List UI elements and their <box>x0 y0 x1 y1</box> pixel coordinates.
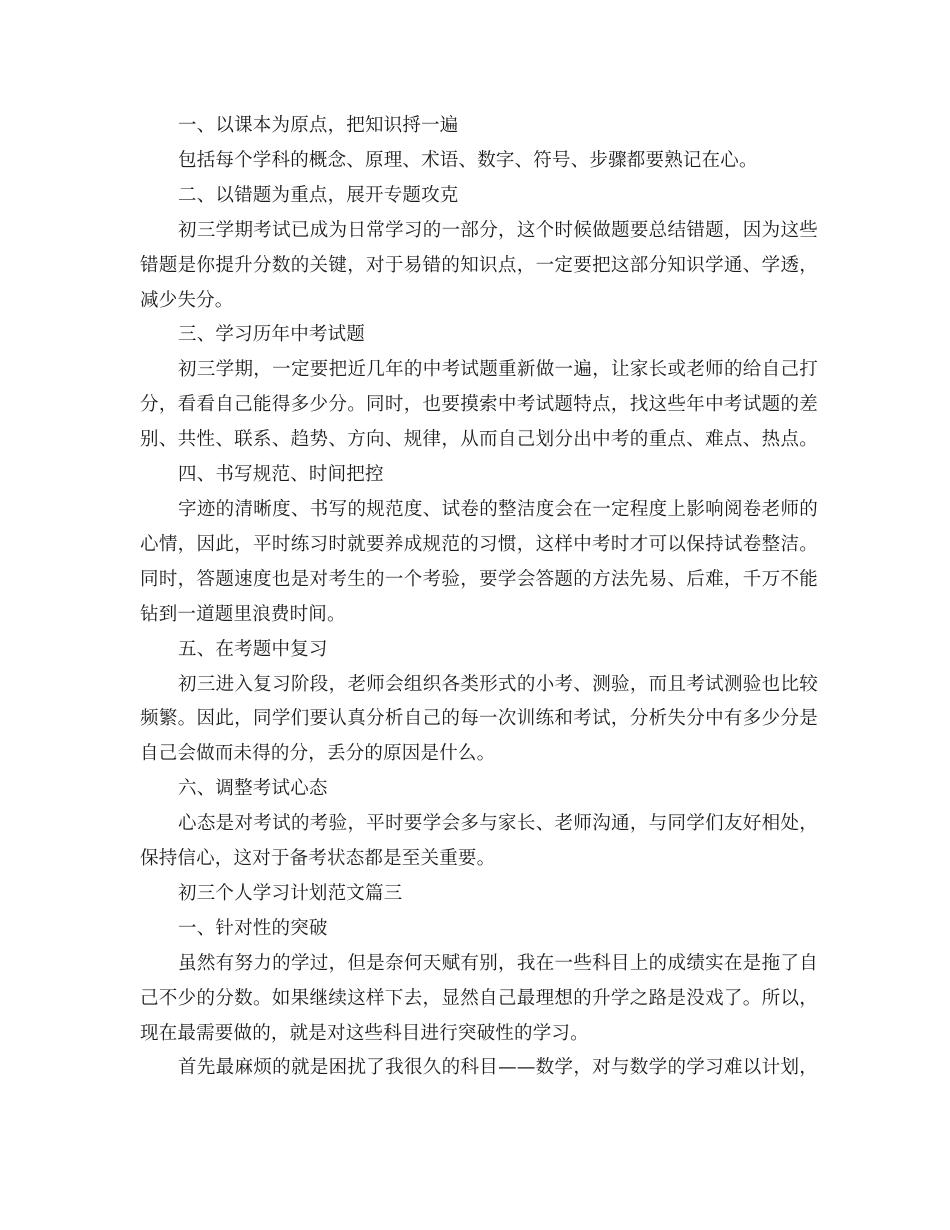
text-line: 减少失分。 <box>140 289 234 311</box>
text-line: 频繁。因此，同学们要认真分析自己的每一次训练和考试，分析失分中有多少分是 <box>140 708 818 730</box>
text-line: 六、调整考试心态 <box>178 778 328 800</box>
text-line: 虽然有努力的学过，但是奈何天赋有别，我在一些科目上的成绩实在是拖了自 <box>178 952 818 974</box>
text-line: 初三学期，一定要把近几年的中考试题重新做一遍，让家长或老师的给自己打 <box>178 359 818 381</box>
text-line: 钻到一道题里浪费时间。 <box>140 603 346 625</box>
text-line: 初三进入复习阶段，老师会组织各类形式的小考、测验，而且考试测验也比较 <box>178 673 818 695</box>
text-line: 三、学习历年中考试题 <box>178 324 366 346</box>
text-line: 心情，因此，平时练习时就要养成规范的习惯，这样中考时才可以保持试卷整洁。 <box>140 533 818 555</box>
text-line: 别、共性、联系、趋势、方向、规律，从而自己划分出中考的重点、难点、热点。 <box>140 429 818 451</box>
text-line: 四、书写规范、时间把控 <box>178 464 384 486</box>
text-line: 包括每个学科的概念、原理、术语、数字、符号、步骤都要熟记在心。 <box>178 149 758 171</box>
text-line: 现在最需要做的，就是对这些科目进行突破性的学习。 <box>140 1022 589 1044</box>
text-line: 分，看看自己能得多少分。同时，也要摸索中考试题特点，找这些年中考试题的差 <box>140 394 818 416</box>
text-line: 心态是对考试的考验，平时要学会多与家长、老师沟通，与同学们友好相处， <box>178 813 818 835</box>
text-line: 初三学期考试已成为日常学习的一部分，这个时候做题要总结错题，因为这些 <box>178 219 818 241</box>
text-line: 同时，答题速度也是对考生的一个考验，要学会答题的方法先易、后难，千万不能 <box>140 568 818 590</box>
text-line: 错题是你提升分数的关键，对于易错的知识点，一定要把这部分知识学通、学透， <box>140 254 818 276</box>
text-line: 一、针对性的突破 <box>178 917 328 939</box>
text-line: 保持信心，这对于备考状态都是至关重要。 <box>140 848 496 870</box>
text-line: 二、以错题为重点，展开专题攻克 <box>178 184 459 206</box>
text-line: 字迹的清晰度、书写的规范度、试卷的整洁度会在一定程度上影响阅卷老师的 <box>178 498 818 520</box>
text-line: 初三个人学习计划范文篇三 <box>178 882 403 904</box>
text-line: 首先最麻烦的就是困扰了我很久的科目——数学，对与数学的学习难以计划， <box>178 1057 818 1079</box>
text-line: 己不少的分数。如果继续这样下去，显然自己最理想的升学之路是没戏了。所以， <box>140 987 818 1009</box>
text-line: 五、在考题中复习 <box>178 638 328 660</box>
document-body <box>140 109 818 1086</box>
text-line: 一、以课本为原点，把知识捋一遍 <box>178 115 459 136</box>
text-line: 自己会做而未得的分，丢分的原因是什么。 <box>140 743 496 765</box>
